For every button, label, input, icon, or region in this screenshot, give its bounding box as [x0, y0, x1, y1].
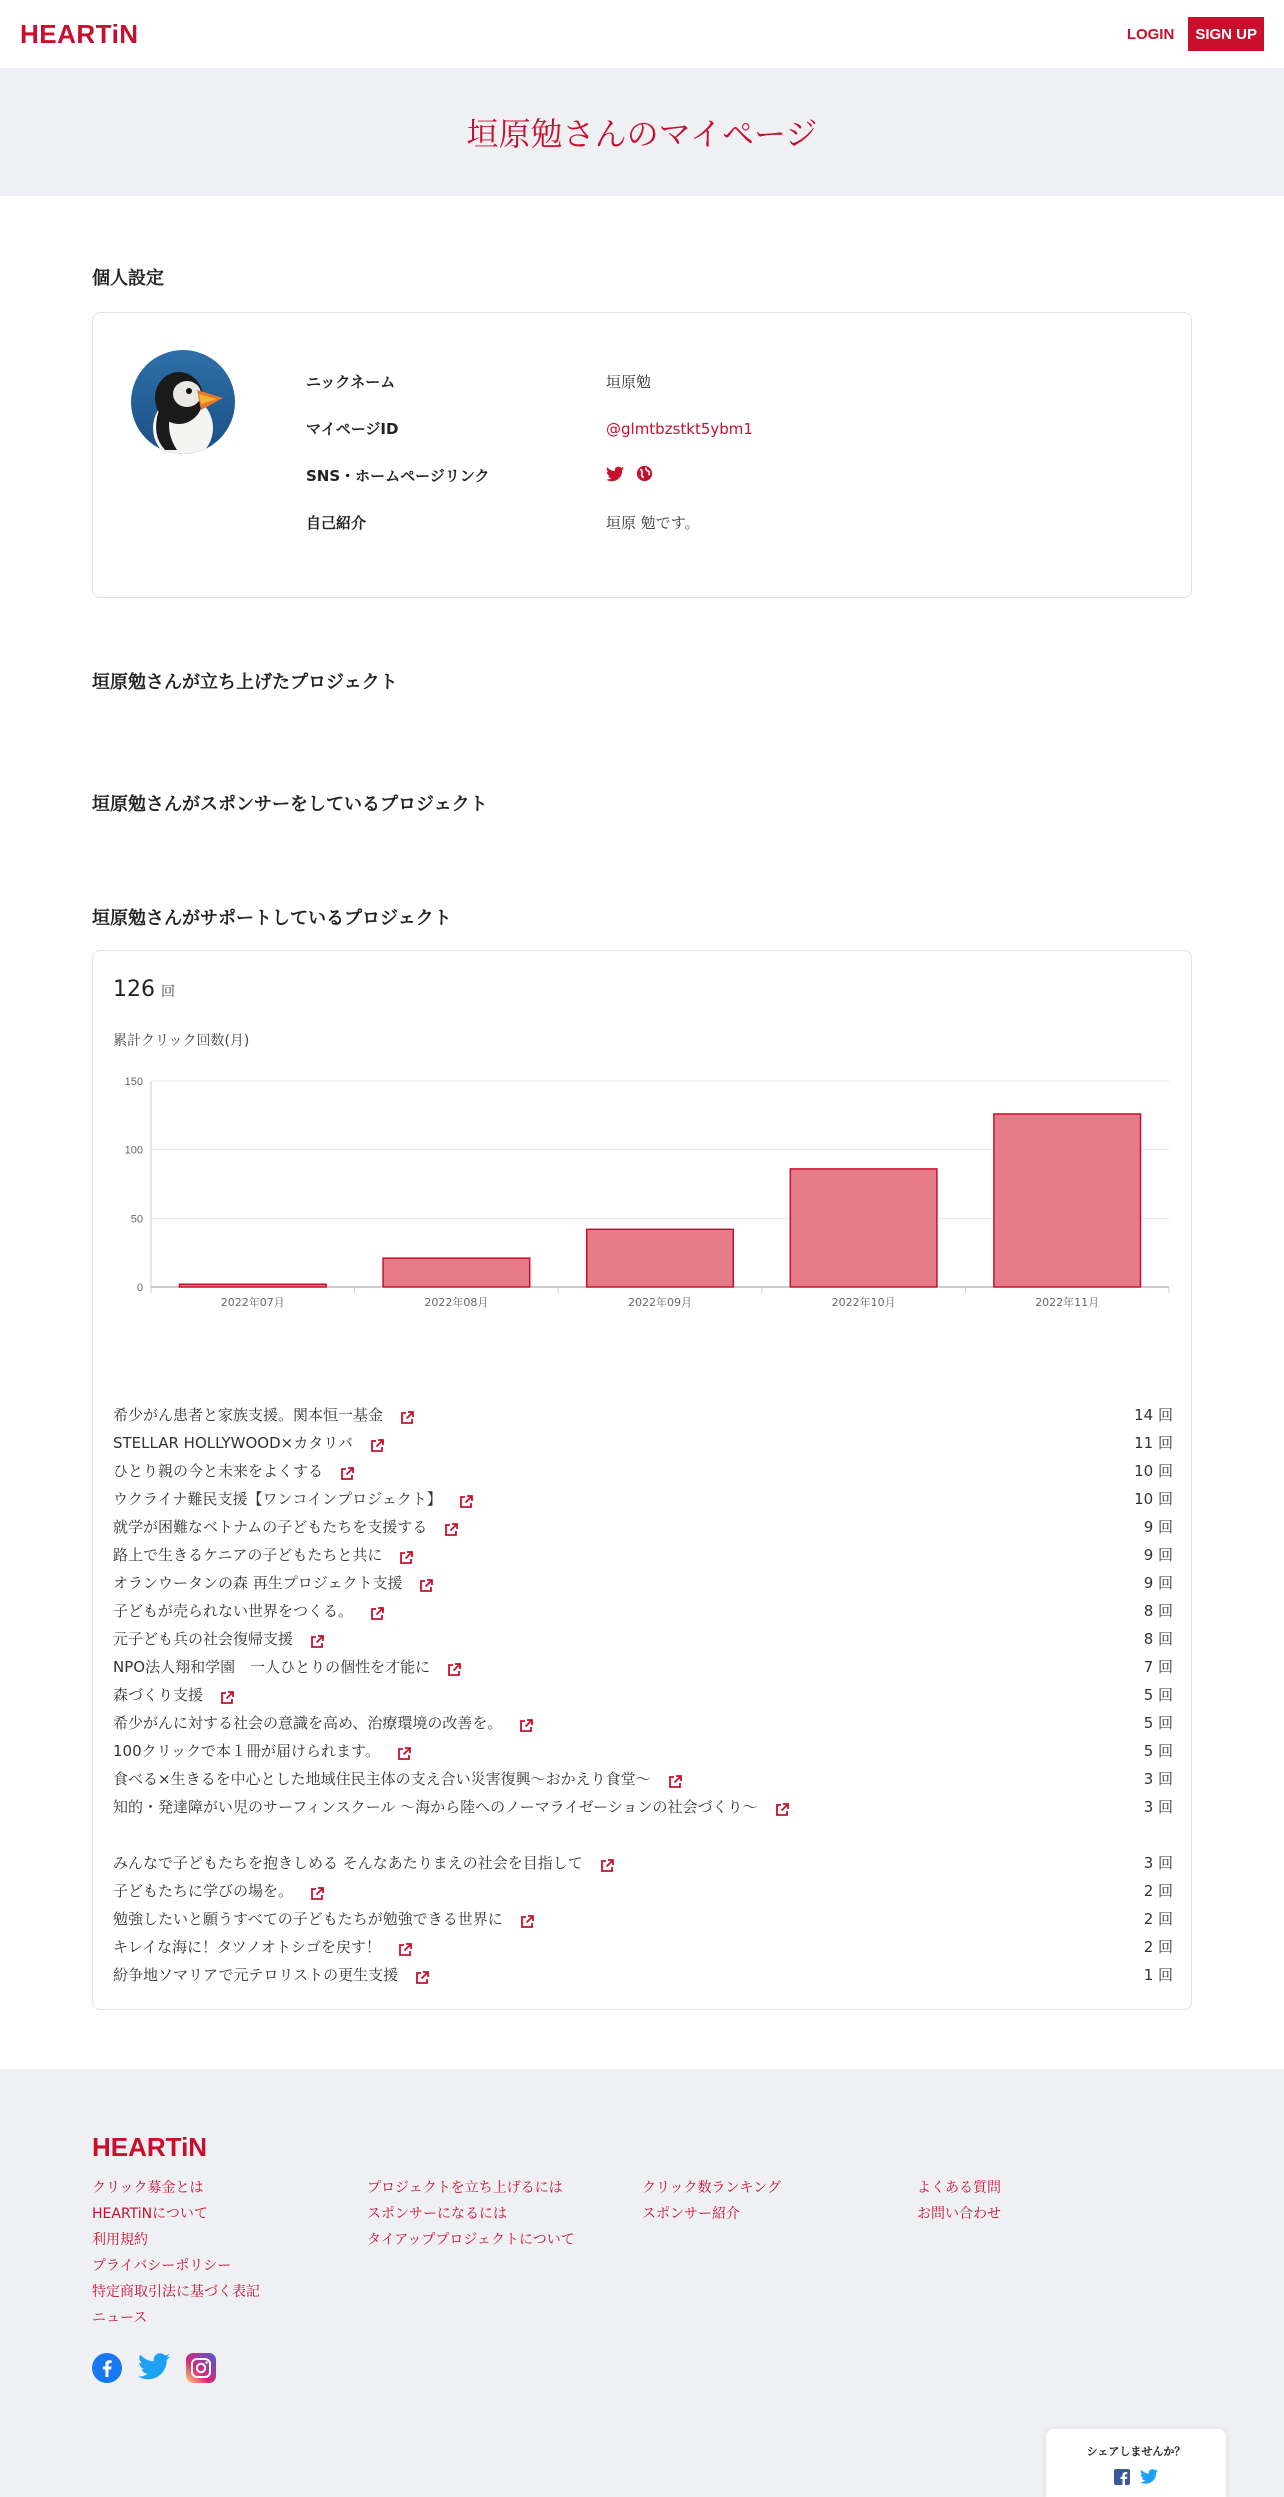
- project-name-text[interactable]: 路上で生きるケニアの子どもたちと共に: [113, 1546, 383, 1564]
- external-link-icon[interactable]: [774, 1799, 790, 1815]
- logo[interactable]: HEARTiN: [20, 18, 139, 49]
- external-link-icon[interactable]: [518, 1715, 534, 1731]
- external-link-icon[interactable]: [219, 1687, 235, 1703]
- project-name-text[interactable]: STELLAR HOLLYWOOD×カタリバ: [113, 1434, 353, 1452]
- list-item: [113, 1681, 1173, 1709]
- site-header: [0, 0, 1284, 68]
- header-actions: [1127, 17, 1264, 51]
- supporting-projects-title: 垣原勉さんがサポートしているプロジェクト: [92, 908, 452, 929]
- project-name[interactable]: [113, 1457, 355, 1485]
- external-link-icon[interactable]: [667, 1771, 683, 1787]
- external-link-icon[interactable]: [369, 1603, 385, 1619]
- project-click-count: 11 回: [1134, 1434, 1173, 1452]
- project-name[interactable]: [113, 1653, 462, 1681]
- project-click-count: 2 回: [1143, 1938, 1173, 1956]
- signup-button[interactable]: SIGN UP: [1188, 17, 1264, 51]
- globe-icon[interactable]: [636, 465, 653, 486]
- project-name-text[interactable]: みんなで子どもたちを抱きしめる そんなあたりまえの社会を目指して: [113, 1854, 583, 1872]
- main-content: [92, 264, 1192, 2010]
- footer-link[interactable]: クリック数ランキング: [642, 2180, 782, 2196]
- project-name[interactable]: [113, 1961, 430, 1989]
- bar: [587, 1229, 734, 1287]
- project-name[interactable]: [113, 1849, 615, 1877]
- footer-link[interactable]: クリック募金とは: [92, 2180, 204, 2196]
- footer-link[interactable]: プロジェクトを立ち上げるには: [367, 2180, 563, 2196]
- y-tick-label: 0: [136, 1282, 143, 1294]
- x-tick-label: 2022年07月: [220, 1296, 285, 1309]
- list-item: [113, 1905, 1173, 1933]
- x-tick-label: 2022年09月: [628, 1296, 692, 1309]
- project-name[interactable]: [113, 1877, 325, 1905]
- project-name[interactable]: [113, 1485, 474, 1513]
- external-link-icon[interactable]: [446, 1659, 462, 1675]
- facebook-icon[interactable]: [1114, 2469, 1130, 2489]
- project-click-count: 5 回: [1143, 1686, 1173, 1704]
- project-click-count: 5 回: [1143, 1742, 1173, 1760]
- bar: [790, 1169, 937, 1287]
- chart-svg: [113, 1071, 1173, 1331]
- x-tick-label: 2022年08月: [424, 1296, 489, 1309]
- list-item: [113, 1737, 1173, 1765]
- list-item: [113, 1961, 1173, 1989]
- profile-info: [306, 358, 753, 546]
- footer-link[interactable]: スポンサー紹介: [642, 2206, 740, 2222]
- project-click-count: 9 回: [1143, 1546, 1173, 1564]
- external-link-icon[interactable]: [309, 1883, 325, 1899]
- list-item: [113, 1597, 1173, 1625]
- project-click-count: 2 回: [1143, 1910, 1173, 1928]
- list-item: [113, 1457, 1173, 1485]
- bar: [180, 1284, 327, 1287]
- profile-row-mypage-id: [306, 405, 753, 452]
- list-item: [113, 1877, 1173, 1905]
- project-name-text[interactable]: 元子ども兵の社会復帰支援: [113, 1630, 294, 1648]
- profile-row-nickname: [306, 358, 753, 405]
- external-link-icon[interactable]: [399, 1407, 415, 1423]
- external-link-icon[interactable]: [458, 1491, 474, 1507]
- project-click-count: 3 回: [1143, 1798, 1173, 1816]
- project-name[interactable]: [113, 1401, 415, 1429]
- project-name-text[interactable]: 森づくり支援: [113, 1686, 204, 1704]
- project-name[interactable]: [113, 1681, 235, 1709]
- project-name[interactable]: [113, 1569, 434, 1597]
- sns-label: SNS・ホームページリンク: [306, 467, 490, 485]
- project-name-text[interactable]: オランウータンの森 再生プロジェクト支援: [113, 1574, 403, 1592]
- project-name-text[interactable]: 就学が困難なベトナムの子どもたちを支援する: [113, 1518, 428, 1536]
- external-link-icon[interactable]: [414, 1967, 430, 1983]
- profile-row-sns: [306, 452, 753, 499]
- external-link-icon[interactable]: [519, 1911, 535, 1927]
- list-item: [113, 1569, 1173, 1597]
- project-name-text[interactable]: 希少がんに対する社会の意識を高め、治療環境の改善を。: [113, 1714, 503, 1732]
- project-name-text[interactable]: ひとり親の今と未来をよくする: [113, 1462, 324, 1480]
- project-click-count: 5 回: [1143, 1714, 1173, 1732]
- site-footer: [0, 2069, 1284, 2497]
- bio-label: 自己紹介: [306, 514, 367, 532]
- project-name-text[interactable]: 子どもたちに学びの場を。: [113, 1882, 294, 1900]
- project-name[interactable]: [113, 1933, 413, 1961]
- project-name[interactable]: [113, 1429, 385, 1457]
- project-click-count: 10 回: [1134, 1462, 1173, 1480]
- external-link-icon[interactable]: [418, 1575, 434, 1591]
- external-link-icon[interactable]: [599, 1855, 615, 1871]
- external-link-icon[interactable]: [396, 1743, 412, 1759]
- project-click-count: 14 回: [1134, 1406, 1173, 1424]
- external-link-icon[interactable]: [339, 1463, 355, 1479]
- total-clicks-unit: 回: [161, 984, 175, 1000]
- instagram-icon[interactable]: [186, 2353, 216, 2387]
- footer-link[interactable]: 特定商取引法に基づく表記: [92, 2284, 260, 2300]
- twitter-icon[interactable]: [138, 2353, 170, 2387]
- external-link-icon[interactable]: [397, 1939, 413, 1955]
- x-tick-label: 2022年10月: [831, 1296, 896, 1309]
- footer-link[interactable]: プライバシーポリシー: [92, 2258, 232, 2274]
- footer-link[interactable]: お問い合わせ: [917, 2206, 1001, 2222]
- footer-col-4: [917, 2175, 1192, 2331]
- footer-logo[interactable]: HEARTiN: [92, 2132, 208, 2162]
- y-tick-label: 50: [130, 1213, 143, 1226]
- list-item: [113, 1429, 1173, 1457]
- footer-links: [92, 2175, 1192, 2331]
- y-tick-label: 100: [124, 1144, 143, 1157]
- facebook-icon[interactable]: [92, 2353, 122, 2387]
- project-click-count: 8 回: [1143, 1602, 1173, 1620]
- footer-col-3: [642, 2175, 917, 2331]
- project-name-text[interactable]: 知的・発達障がい児のサーフィンスクール ～海から陸へのノーマライゼーションの社会づくり～: [113, 1798, 758, 1816]
- list-item: [113, 1709, 1173, 1737]
- external-link-icon[interactable]: [443, 1519, 459, 1535]
- footer-link[interactable]: よくある質問: [917, 2180, 1001, 2196]
- bio-value: 垣原 勉です。: [606, 514, 700, 532]
- supported-project-list: [113, 1401, 1173, 1989]
- launched-projects-title: 垣原勉さんが立ち上げたプロジェクト: [92, 672, 398, 693]
- nickname-label: ニックネーム: [306, 373, 396, 391]
- total-clicks-value: 126: [113, 977, 155, 1002]
- external-link-icon[interactable]: [309, 1631, 325, 1647]
- sponsoring-projects-title: 垣原勉さんがスポンサーをしているプロジェクト: [92, 794, 488, 815]
- project-click-count: 9 回: [1143, 1574, 1173, 1592]
- project-click-count: 1 回: [1143, 1966, 1173, 1984]
- project-click-count: 7 回: [1143, 1658, 1173, 1676]
- list-item: [113, 1653, 1173, 1681]
- list-item: [113, 1765, 1173, 1793]
- twitter-icon[interactable]: [606, 466, 624, 486]
- project-name[interactable]: [113, 1513, 459, 1541]
- footer-col-2: [367, 2175, 642, 2331]
- footer-link[interactable]: 利用規約: [92, 2232, 148, 2248]
- support-card: [92, 950, 1192, 2010]
- footer-link[interactable]: HEARTiNについて: [92, 2206, 208, 2222]
- footer-social: [92, 2353, 1192, 2387]
- project-click-count: 3 回: [1143, 1854, 1173, 1872]
- list-item: [113, 1541, 1173, 1569]
- monthly-clicks-chart: [113, 1071, 1173, 1331]
- list-item: [113, 1401, 1173, 1429]
- project-name[interactable]: [113, 1905, 535, 1933]
- nickname-value: 垣原勉: [606, 373, 652, 391]
- chart-caption: 累計クリック回数(月): [113, 1033, 250, 1049]
- project-name-text[interactable]: 100クリックで本１冊が届けられます。: [113, 1742, 380, 1760]
- bar: [383, 1258, 530, 1287]
- sns-links: [606, 465, 653, 486]
- share-widget: [1046, 2429, 1226, 2497]
- project-click-count: 9 回: [1143, 1518, 1173, 1536]
- project-click-count: 2 回: [1143, 1882, 1173, 1900]
- project-name[interactable]: [113, 1765, 683, 1793]
- project-name-text[interactable]: キレイな海に！タツノオトシゴを戻す！: [113, 1938, 381, 1956]
- profile-card: [92, 312, 1192, 598]
- list-item: [113, 1933, 1173, 1961]
- external-link-icon[interactable]: [369, 1435, 385, 1451]
- footer-link[interactable]: タイアッププロジェクトについて: [367, 2232, 575, 2248]
- project-name-text[interactable]: 紛争地ソマリアで元テロリストの更生支援: [113, 1966, 399, 1984]
- share-icons: [1046, 2469, 1226, 2489]
- project-name[interactable]: [113, 1541, 414, 1569]
- project-click-count: 8 回: [1143, 1630, 1173, 1648]
- project-name[interactable]: [113, 1793, 790, 1821]
- login-link[interactable]: LOGIN: [1126, 25, 1175, 43]
- external-link-icon[interactable]: [398, 1547, 414, 1563]
- mypage-id-label: マイページID: [306, 420, 399, 438]
- share-text: シェアしませんか？: [1086, 2445, 1186, 2458]
- page-title: 垣原勉さんのマイページ: [466, 115, 818, 153]
- bar: [994, 1114, 1141, 1287]
- personal-settings-title: 個人設定: [92, 268, 164, 289]
- list-item: [113, 1513, 1173, 1541]
- list-item: [113, 1793, 1173, 1849]
- twitter-icon[interactable]: [1140, 2469, 1158, 2489]
- project-name-text[interactable]: 勉強したいと願うすべての子どもたちが勉強できる世界に: [113, 1910, 503, 1928]
- avatar: [131, 350, 235, 454]
- project-name[interactable]: [113, 1597, 385, 1625]
- project-name[interactable]: [113, 1737, 412, 1765]
- footer-col-1: [92, 2175, 367, 2331]
- project-name[interactable]: [113, 1709, 534, 1737]
- y-tick-label: 150: [124, 1076, 143, 1088]
- footer-link[interactable]: スポンサーになるには: [367, 2206, 507, 2222]
- profile-row-bio: [306, 499, 753, 546]
- project-click-count: 10 回: [1134, 1490, 1173, 1508]
- project-name-text[interactable]: ウクライナ難民支援【ワンコインプロジェクト】: [113, 1490, 442, 1508]
- project-name[interactable]: [113, 1625, 325, 1653]
- total-clicks: [113, 977, 1171, 1002]
- project-name-text[interactable]: NPO法人翔和学園 一人ひとりの個性を才能に: [113, 1658, 431, 1676]
- project-name-text[interactable]: 希少がん患者と家族支援。関本恒一基金: [113, 1406, 384, 1424]
- list-item: [113, 1485, 1173, 1513]
- project-click-count: 3 回: [1143, 1770, 1173, 1788]
- project-name-text[interactable]: 食べる×生きるを中心とした地域住民主体の支え合い災害復興～おかえり食堂～: [113, 1770, 651, 1788]
- project-name-text[interactable]: 子どもが売られない世界をつくる。: [113, 1602, 354, 1620]
- page-hero: [0, 68, 1284, 196]
- footer-link[interactable]: ニュース: [92, 2310, 148, 2326]
- mypage-id-value[interactable]: @glmtbzstkt5ybm1: [606, 419, 753, 438]
- list-item: [113, 1625, 1173, 1653]
- list-item: [113, 1849, 1173, 1877]
- x-tick-label: 2022年11月: [1035, 1296, 1100, 1309]
